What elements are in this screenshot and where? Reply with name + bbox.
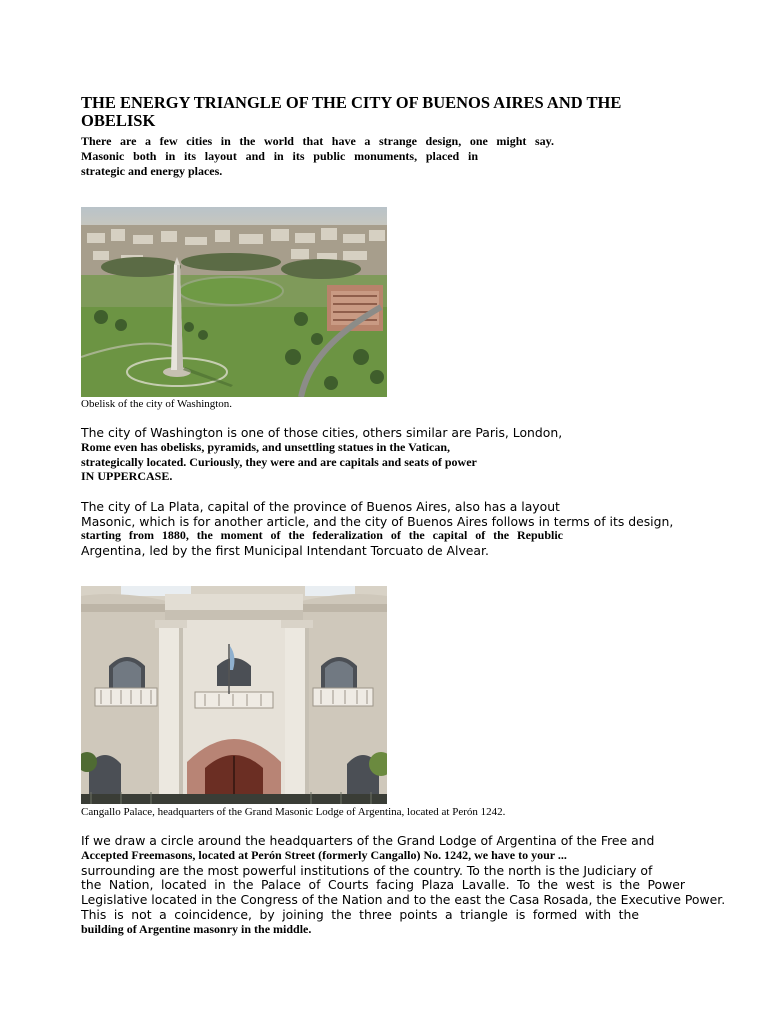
para-2-line-2: Masonic, which is for another article, and the city of Buenos Aires follows in terms of its design, — [81, 514, 674, 529]
para-3-line-4: the Nation, located in the Palace of Courts facing Plaza Lavalle. To the west is the Power — [81, 877, 685, 892]
para-3-line-5: Legislative located in the Congress of the Nation and to the east the Casa Rosada, the Executive Power. — [81, 892, 726, 907]
intro-line-2: Masonic both in its layout and in its public monuments, placed in — [81, 149, 478, 163]
para-2-line-4: Argentina, led by the first Municipal Intendant Torcuato de Alvear. — [81, 543, 489, 558]
para-2-line-3: starting from 1880, the moment of the federalization of the capital of the Republic — [81, 528, 563, 542]
intro-line-3: strategic and energy places. — [81, 164, 223, 178]
cangallo-palace-illustration — [81, 586, 387, 804]
para-1-line-4: IN UPPERCASE. — [81, 469, 173, 483]
para-1-line-1: The city of Washington is one of those cities, others similar are Paris, London, — [81, 425, 563, 440]
cangallo-palace-photo — [81, 586, 387, 804]
washington-obelisk-illustration — [81, 207, 387, 397]
para-1-line-3: strategically located. Curiously, they were and are capitals and seats of power — [81, 455, 477, 469]
para-1-line-2: Rome even has obelisks, pyramids, and unsettling statues in the Vatican, — [81, 440, 451, 454]
para-3-line-6: This is not a coincidence, by joining the three points a triangle is formed with the — [81, 907, 639, 922]
page-title-line-1: THE ENERGY TRIANGLE OF THE CITY OF BUENOS AIRES AND THE — [81, 93, 622, 112]
para-3-line-3: surrounding are the most powerful institutions of the country. To the north is the Judiciary of — [81, 863, 653, 878]
para-3-line-2: Accepted Freemasons, located at Perón Street (formerly Cangallo) No. 1242, we have to your ... — [81, 848, 567, 862]
page-title-line-2: OBELISK — [81, 111, 156, 130]
figure-2-caption: Cangallo Palace, headquarters of the Grand Masonic Lodge of Argentina, located at Perón 1242. — [81, 806, 506, 818]
washington-obelisk-photo — [81, 207, 387, 397]
para-3-line-7: building of Argentine masonry in the middle. — [81, 922, 312, 936]
para-3-line-1: If we draw a circle around the headquarters of the Grand Lodge of Argentina of the Free and — [81, 833, 655, 848]
para-2-line-1: The city of La Plata, capital of the province of Buenos Aires, also has a layout — [81, 499, 560, 514]
intro-line-1: There are a few cities in the world that have a strange design, one might say. — [81, 134, 554, 148]
figure-1-caption: Obelisk of the city of Washington. — [81, 398, 233, 410]
